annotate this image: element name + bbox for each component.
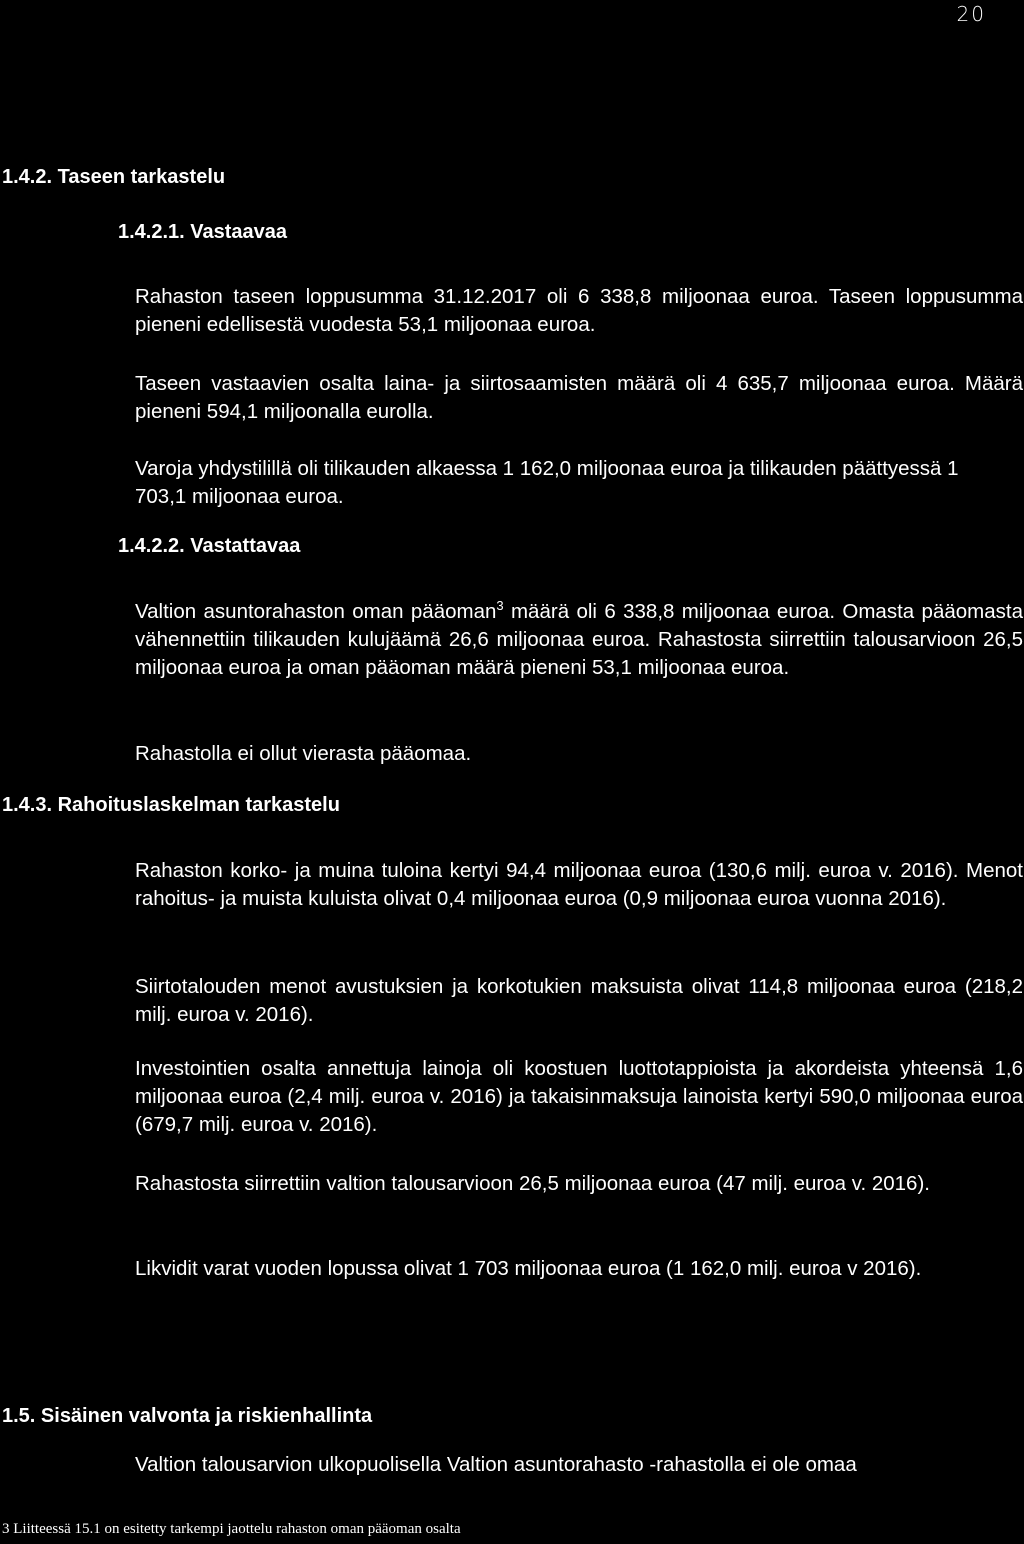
heading-1-4-2: 1.4.2. Taseen tarkastelu bbox=[2, 166, 226, 188]
paragraph-rahoitus-4: Rahastosta siirrettiin valtion talousarvioon 26,5 miljoonaa euroa (47 milj. euroa v. 2016). bbox=[135, 1172, 930, 1195]
footnote: 3 Liitteessä 15.1 on esitetty tarkempi jaottelu rahaston oman pääoman osalta bbox=[2, 1521, 461, 1537]
paragraph-vastattavaa-2: Rahastolla ei ollut vierasta pääomaa. bbox=[135, 742, 472, 765]
heading-1-4-2-2: 1.4.2.2. Vastattavaa bbox=[118, 535, 301, 557]
heading-1-4-2-1: 1.4.2.1. Vastaavaa bbox=[118, 221, 288, 243]
paragraph-rahoitus-5: Likvidit varat vuoden lopussa olivat 1 703 miljoonaa euroa (1 162,0 milj. euroa v 2016). bbox=[135, 1257, 922, 1280]
paragraph-rahoitus-1: Rahaston korko- ja muina tuloina kertyi 94,4 miljoonaa euroa (130,6 milj. euroa v. 2016). Menot rahoitus- ja muista kuluista olivat 0,4 miljoonaa euroa (0,9 miljoonaa euroa vuonna 2016). bbox=[135, 859, 1023, 910]
paragraph-rahoitus-2: Siirtotalouden menot avustuksien ja korkotukien maksuista olivat 114,8 miljoonaa euroa (218,2 milj. euroa v. 2016). bbox=[135, 975, 1023, 1026]
paragraph-vastaavaa-3: Varoja yhdystilillä oli tilikauden alkaessa 1 162,0 miljoonaa euroa ja tilikauden päättyessä 1 703,1 miljoonaa euroa. bbox=[135, 457, 959, 508]
heading-1-5: 1.5. Sisäinen valvonta ja riskienhallinta bbox=[2, 1405, 373, 1427]
paragraph-rahoitus-3: Investointien osalta annettuja lainoja oli koostuen luottotappioista ja akordeista yhteensä 1,6 miljoonaa euroa (2,4 milj. euroa v. 2016) ja takaisinmaksuja lainoista kertyi 590,0 miljoonaa euroa (679,7 milj. euroa v. 2016). bbox=[135, 1057, 1023, 1136]
footnote-ref-3: 3 bbox=[496, 598, 504, 614]
paragraph-valvonta-1: Valtion talousarvion ulkopuolisella Valtion asuntorahasto -rahastolla ei ole omaa bbox=[135, 1453, 857, 1476]
paragraph-vastattavaa-1: Valtion asuntorahaston oman pääoman$^3$ määrä oli 6 338,8 miljoonaa euroa. Omasta pääomasta vähennettiin tilikauden kulujäämä 26,6 miljoonaa euroa. Rahastosta siirrettiin talousarvioon 26,5 miljoonaa euroa ja oman pääoman määrä pieneni 53,1 miljoonaa euroa. bbox=[135, 598, 1023, 679]
page-number: 20 bbox=[956, 2, 986, 26]
paragraph-vastaavaa-2: Taseen vastaavien osalta laina- ja siirtosaamisten määrä oli 4 635,7 miljoonaa euroa. Määrä pieneni 594,1 miljoonalla eurolla. bbox=[135, 372, 1023, 423]
paragraph-vastaavaa-1: Rahaston taseen loppusumma 31.12.2017 oli 6 338,8 miljoonaa euroa. Taseen loppusumma pieneni edellisestä vuodesta 53,1 miljoonaa euroa. bbox=[135, 285, 1023, 336]
heading-1-4-3: 1.4.3. Rahoituslaskelman tarkastelu bbox=[2, 794, 340, 816]
